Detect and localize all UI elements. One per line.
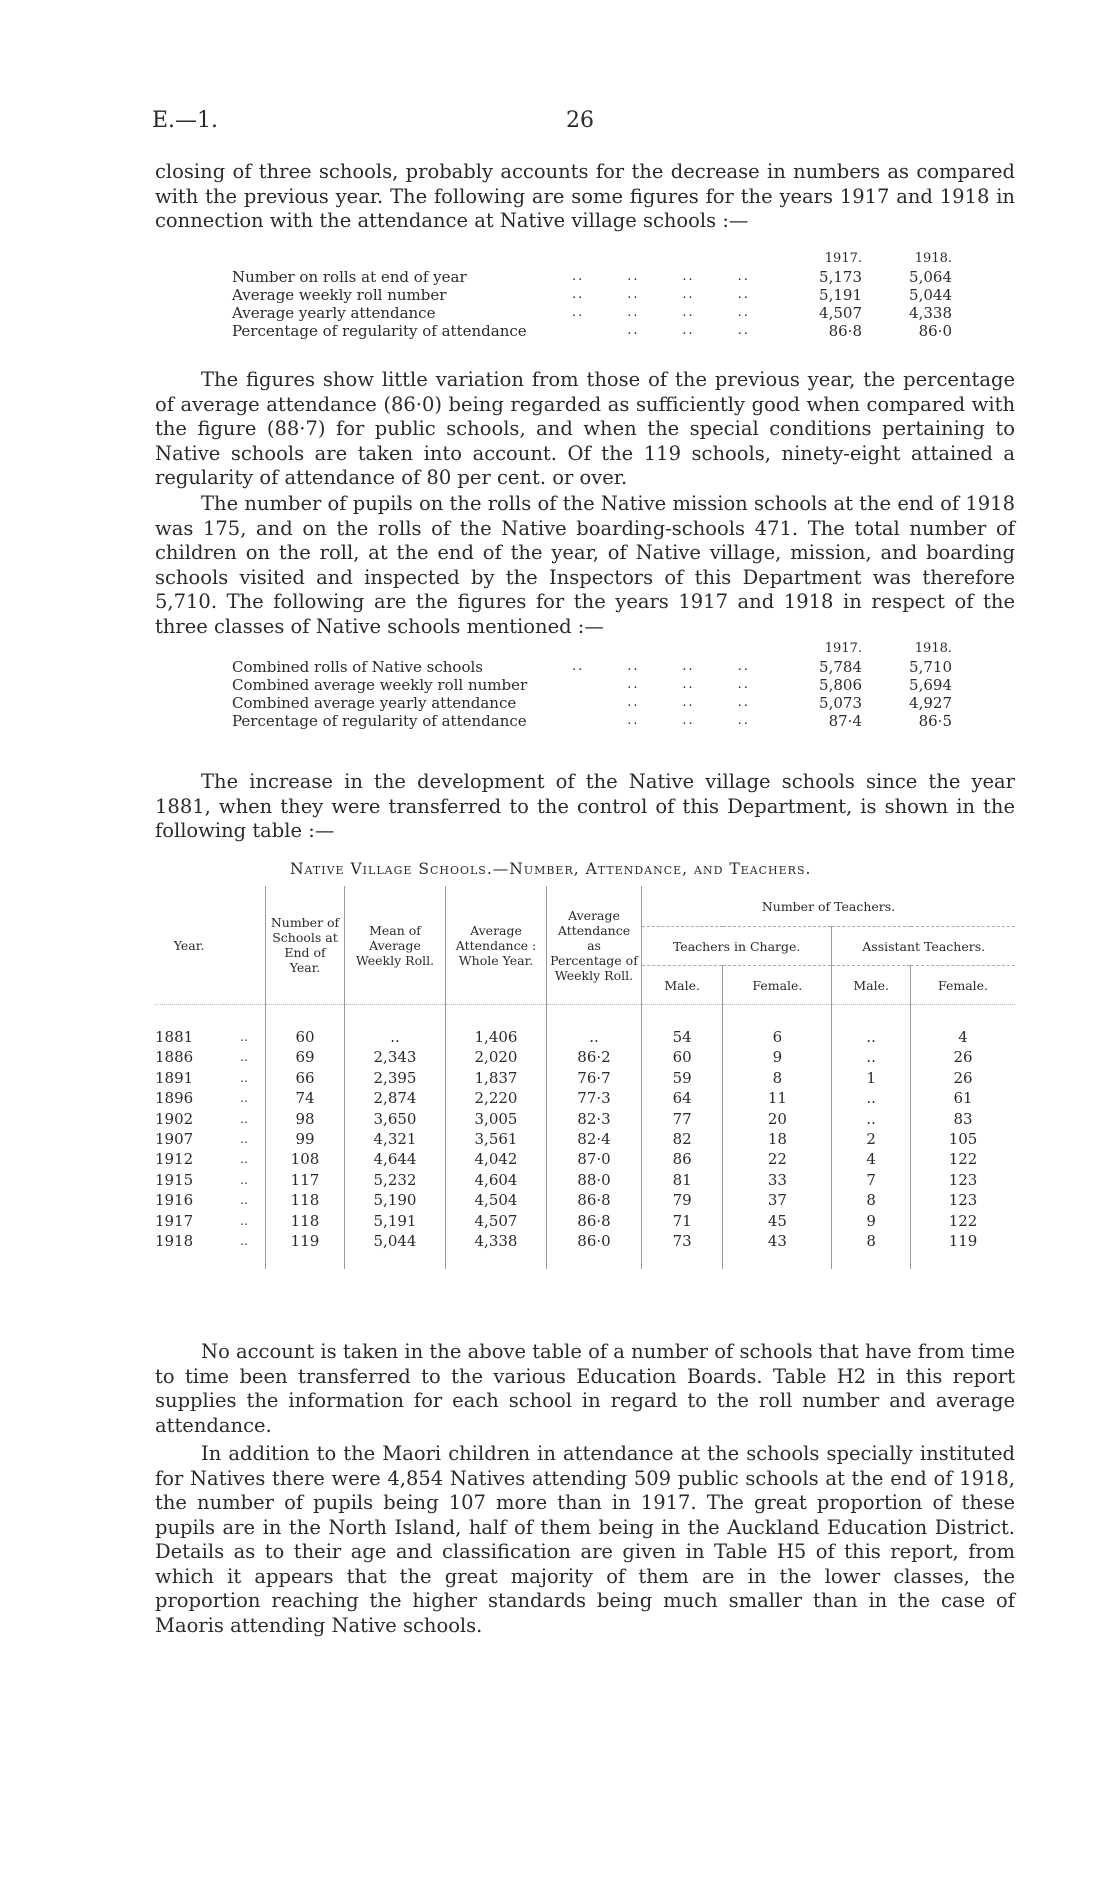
header-schools: Number of Schools at End of Year. [266,886,345,1005]
cell-attendance: 1,837 [446,1068,547,1088]
cell-cm: 71 [642,1211,723,1231]
cell-cm: 77 [642,1109,723,1129]
cell-year: 1912 [155,1150,194,1169]
stat-row: Percentage of regularity of attendance .. .. .. 87·4 86·5 [232,712,952,730]
cell-year: 1896 [155,1089,194,1108]
cell-mean: .. [345,1027,446,1047]
header-year: Year. [173,937,205,953]
table-row: 1896 .. 74 2,874 2,220 77·3 64 11 .. 61 [155,1088,1015,1108]
table-row: 1881 .. 60 .. 1,406 .. 54 6 .. 4 [155,1027,1015,1047]
cell-schools: 98 [266,1109,345,1129]
cell-cf: 9 [723,1047,832,1067]
cell-am: .. [832,1027,911,1047]
cell-attendance: 3,005 [446,1109,547,1129]
cell-year: 1891 [155,1068,194,1087]
cell-mean: 2,874 [345,1088,446,1108]
table-row: 1915 .. 117 5,232 4,604 88·0 81 33 7 123 [155,1170,1015,1190]
cell-schools: 108 [266,1149,345,1169]
stat-row: Number on rolls at end of year .. .. .. .. 5,173 5,064 [232,268,952,286]
cell-attendance: 4,338 [446,1231,547,1251]
cell-mean: 4,321 [345,1129,446,1149]
cell-pct: 86·8 [547,1211,642,1231]
cell-year: 1915 [155,1170,194,1189]
cell-year: 1916 [155,1191,194,1210]
cell-attendance: 2,020 [446,1047,547,1067]
cell-mean: 2,343 [345,1047,446,1067]
cell-af: 119 [911,1231,1015,1251]
paragraph-variation: The figures show little variation from those of the previous year, the percentage of average attendance (86·0) being regarded as sufficiently good when compared with the figure (88·7) for public schools, and when the special conditions pertaining to Native schools are taken into account. Of the 119 schools, ninety-eight attained a regularity of attendance of 80 per cent. or over. [155,368,1015,489]
stat-row: Average weekly roll number .. .. .. .. 5,191 5,044 [232,286,952,304]
cell-pct: 76·7 [547,1068,642,1088]
cell-cf: 33 [723,1170,832,1190]
table-row: 1917 .. 118 5,191 4,507 86·8 71 45 9 122 [155,1211,1015,1231]
cell-pct: 82·3 [547,1109,642,1129]
header-male: Male. [642,966,723,1005]
cell-am: 8 [832,1231,911,1251]
cell-cf: 18 [723,1129,832,1149]
table-row: 1907 .. 99 4,321 3,561 82·4 82 18 2 105 [155,1129,1015,1149]
table-row: 1912 .. 108 4,644 4,042 87·0 86 22 4 122 [155,1149,1015,1169]
cell-year: 1902 [155,1109,194,1128]
cell-cm: 81 [642,1170,723,1190]
cell-schools: 66 [266,1068,345,1088]
col-1918: 1918. [914,251,952,266]
header-percentage: Average Attendance as Percentage of Weekly Roll. [547,886,642,1005]
cell-attendance: 4,504 [446,1190,547,1210]
cell-af: 122 [911,1211,1015,1231]
cell-af: 105 [911,1129,1015,1149]
table-row: 1918 .. 119 5,044 4,338 86·0 73 43 8 119 [155,1231,1015,1251]
table-row: 1891 .. 66 2,395 1,837 76·7 59 8 1 26 [155,1068,1015,1088]
cell-cm: 73 [642,1231,723,1251]
combined-stats-header [232,640,992,658]
cell-mean: 5,044 [345,1231,446,1251]
cell-af: 26 [911,1047,1015,1067]
cell-pct: 82·4 [547,1129,642,1149]
cell-am: 7 [832,1170,911,1190]
cell-cm: 64 [642,1088,723,1108]
cell-af: 61 [911,1088,1015,1108]
cell-am: .. [832,1088,911,1108]
cell-cf: 11 [723,1088,832,1108]
cell-af: 123 [911,1170,1015,1190]
page-number: 26 [566,108,594,133]
cell-mean: 3,650 [345,1109,446,1129]
cell-cf: 8 [723,1068,832,1088]
header-male: Male. [832,966,911,1005]
cell-schools: 118 [266,1211,345,1231]
cell-pct: 87·0 [547,1149,642,1169]
cell-cm: 86 [642,1149,723,1169]
cell-am: .. [832,1109,911,1129]
cell-af: 122 [911,1149,1015,1169]
header-female: Female. [723,966,832,1005]
cell-attendance: 2,220 [446,1088,547,1108]
cell-schools: 74 [266,1088,345,1108]
stat-row: Combined average yearly attendance .. .. .. 5,073 4,927 [232,694,952,712]
cell-cf: 43 [723,1231,832,1251]
cell-attendance: 3,561 [446,1129,547,1149]
cell-pct: 86·2 [547,1047,642,1067]
header-avg-attendance: Average Attendance : Whole Year. [446,886,547,1005]
cell-cf: 45 [723,1211,832,1231]
cell-attendance: 4,604 [446,1170,547,1190]
table-row: 1886 .. 69 2,343 2,020 86·2 60 9 .. 26 [155,1047,1015,1067]
report-reference: E.—1. [152,108,219,133]
cell-af: 83 [911,1109,1015,1129]
cell-cf: 6 [723,1027,832,1047]
cell-mean: 5,232 [345,1170,446,1190]
stat-row: Combined average weekly roll number .. .. .. 5,806 5,694 [232,676,952,694]
cell-cf: 20 [723,1109,832,1129]
cell-am: 1 [832,1068,911,1088]
stat-row: Average yearly attendance .. .. .. .. 4,507 4,338 [232,304,952,322]
table-row: 1902 .. 98 3,650 3,005 82·3 77 20 .. 83 [155,1109,1015,1129]
paragraph-no-account: No account is taken in the above table of a number of schools that have from time to time been transferred to the various Education Boards. Table H2 in this report supplies the information for each school in regard to the roll number and average attendance. [155,1340,1015,1437]
cell-schools: 69 [266,1047,345,1067]
cell-mean: 5,190 [345,1190,446,1210]
cell-attendance: 1,406 [446,1027,547,1047]
cell-cf: 37 [723,1190,832,1210]
cell-am: 2 [832,1129,911,1149]
cell-schools: 119 [266,1231,345,1251]
cell-cm: 79 [642,1190,723,1210]
header-in-charge: Teachers in Charge. [642,927,832,966]
paragraph-maori-children: In addition to the Maori children in attendance at the schools specially instituted for Natives there were 4,854 Natives attending 509 public schools at the end of 1918, the number of pupils being 107 more than in 1917. The great proportion of these pupils are in the North Island, half of them being in the Auckland Education District. Details as to their age and classification are given in Table H5 of this report, from which it appears that the great majority of them are in the lower classes, the proportion reaching the higher standards being much smaller than in the case of Maoris attending Native schools. [155,1442,1015,1637]
village-stats-table [232,250,992,340]
cell-pct: .. [547,1027,642,1047]
cell-schools: 99 [266,1129,345,1149]
cell-af: 26 [911,1068,1015,1088]
paragraph-mission-schools: The number of pupils on the rolls of the Native mission schools at the end of 1918 was 175, and on the rolls of the Native boarding-schools 471. The total number of children on the roll, at the end of the year, of Native village, mission, and boarding schools visited and inspected by the Inspectors of this Department was therefore 5,710. The following are the figures for the years 1917 and 1918 in respect of the three classes of Native schools mentioned :— [155,492,1015,638]
cell-mean: 2,395 [345,1068,446,1088]
cell-schools: 60 [266,1027,345,1047]
cell-year: 1917 [155,1211,194,1230]
native-schools-table [155,886,1015,1269]
cell-schools: 117 [266,1170,345,1190]
cell-cm: 59 [642,1068,723,1088]
combined-stats-table [232,640,992,730]
cell-am: 8 [832,1190,911,1210]
cell-schools: 118 [266,1190,345,1210]
stat-row: Percentage of regularity of attendance .. .. .. 86·8 86·0 [232,322,952,340]
cell-attendance: 4,507 [446,1211,547,1231]
cell-pct: 86·0 [547,1231,642,1251]
cell-attendance: 4,042 [446,1149,547,1169]
cell-mean: 4,644 [345,1149,446,1169]
header-mean-weekly: Mean of Average Weekly Roll. [345,886,446,1005]
header-teachers: Number of Teachers. [642,886,1016,927]
cell-year: 1886 [155,1048,194,1067]
cell-am: 9 [832,1211,911,1231]
cell-pct: 86·8 [547,1190,642,1210]
header-female: Female. [911,966,1015,1005]
header-assistant: Assistant Teachers. [832,927,1015,966]
cell-pct: 88·0 [547,1170,642,1190]
table-title: Native Village Schools.—Number, Attendance, and Teachers. [290,860,812,878]
cell-mean: 5,191 [345,1211,446,1231]
cell-year: 1881 [155,1028,194,1046]
cell-cm: 54 [642,1027,723,1047]
cell-af: 123 [911,1190,1015,1210]
cell-year: 1918 [155,1232,194,1251]
stat-row: Combined rolls of Native schools .. .. .. .. 5,784 5,710 [232,658,952,676]
col-1917: 1917. [824,251,862,266]
paragraph-intro: closing of three schools, probably accounts for the decrease in numbers as compared with the previous year. The following are some figures for the years 1917 and 1918 in connection with the attendance at Native village schools :— [155,160,1015,232]
col-1917: 1917. [824,641,862,656]
cell-am: 4 [832,1149,911,1169]
village-stats-header [232,250,992,268]
table-row: 1916 .. 118 5,190 4,504 86·8 79 37 8 123 [155,1190,1015,1210]
cell-cm: 82 [642,1129,723,1149]
col-1918: 1918. [914,641,952,656]
cell-af: 4 [911,1027,1015,1047]
cell-pct: 77·3 [547,1088,642,1108]
cell-cf: 22 [723,1149,832,1169]
cell-am: .. [832,1047,911,1067]
cell-year: 1907 [155,1130,194,1149]
paragraph-development: The increase in the development of the Native village schools since the year 1881, when they were transferred to the control of this Department, is shown in the following table :— [155,770,1015,842]
cell-cm: 60 [642,1047,723,1067]
